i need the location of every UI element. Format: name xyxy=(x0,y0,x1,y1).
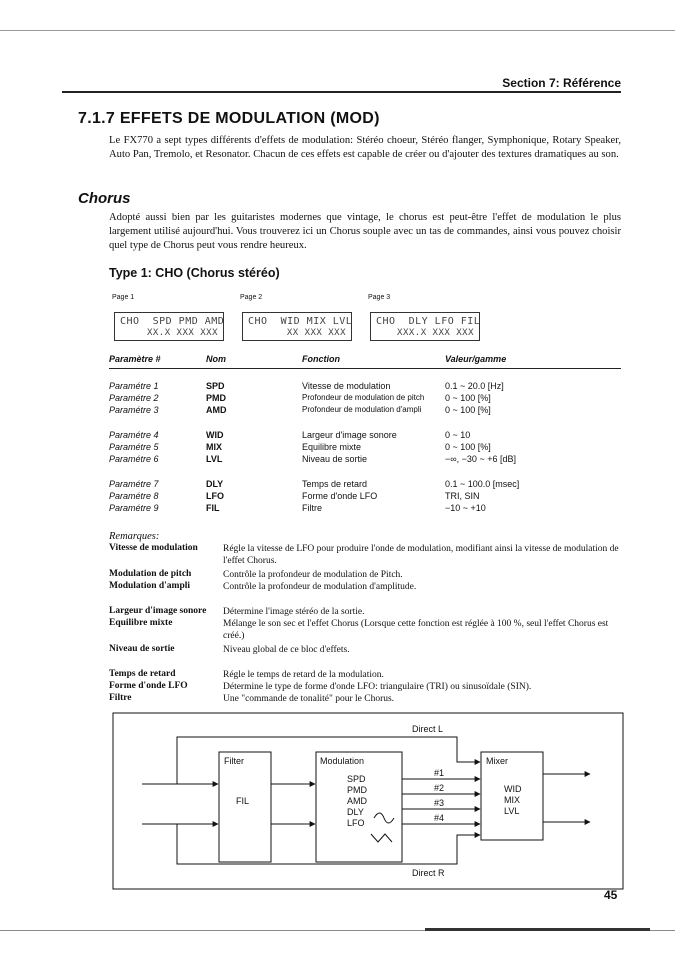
top-rule xyxy=(0,30,675,31)
param-function: Niveau de sortie xyxy=(302,454,368,464)
param-range: −10 ~ +10 xyxy=(445,503,486,513)
remark-description: Une "commande de tonalité" pour le Chorus. xyxy=(223,694,395,704)
mixer-param-lvl: LVL xyxy=(504,806,520,816)
param-range: −∞, −30 ~ +6 [dB] xyxy=(445,454,516,464)
remark-description: Contrôle la profondeur de modulation de Pitch. xyxy=(223,570,403,580)
param-name: LFO xyxy=(206,491,224,501)
remark-term: Vitesse de modulation xyxy=(109,543,198,553)
param-function: Forme d'onde LFO xyxy=(302,491,378,501)
table-header-range: Valeur/gamme xyxy=(445,354,507,364)
page-3-label: Page 3 xyxy=(368,294,391,301)
remark-description: Régle la vitesse de LFO pour produire l'onde de modulation, modifiant ainsi la vitesse de modulation de l'effet Chorus. xyxy=(223,544,619,566)
lcd-page-3 xyxy=(370,312,480,341)
table-row xyxy=(0,491,675,503)
filter-box xyxy=(219,752,271,862)
param-function: Equilibre mixte xyxy=(302,442,362,452)
table-header-rule xyxy=(109,368,621,369)
remark-term: Forme d'onde LFO xyxy=(109,681,188,691)
diagram-frame xyxy=(113,713,623,889)
table-header-name: Nom xyxy=(206,354,226,364)
remark-description: Mélange le son sec et l'effet Chorus (Lorsque cette fonction est réglée à 100 %, seul l'effet Chorus est créé.) xyxy=(223,619,609,641)
param-function: Largeur d'image sonore xyxy=(302,430,397,440)
tap-1-label: #1 xyxy=(434,768,445,778)
lcd-page-1-line2: XX.X XXX XXX xyxy=(146,328,218,338)
remark-term: Largeur d'image sonore xyxy=(109,606,207,616)
param-number: Paramétre 2 xyxy=(109,393,159,403)
remark-term: Temps de retard xyxy=(109,669,176,679)
remark-term: Niveau de sortie xyxy=(109,644,175,654)
tap-3-label: #3 xyxy=(434,798,445,808)
param-number: Paramétre 1 xyxy=(109,381,159,391)
section-heading: 7.1.7 EFFETS DE MODULATION (MOD) xyxy=(78,110,380,127)
table-row xyxy=(0,405,675,417)
param-function: Temps de retard xyxy=(302,479,368,489)
remark-description: Contrôle la profondeur de modulation d'amplitude. xyxy=(223,582,417,592)
remark-description: Détermine le type de forme d'onde LFO: triangulaire (TRI) ou sinusoïdale (SIN). xyxy=(223,682,532,692)
mod-param-amd: AMD xyxy=(347,796,367,806)
chorus-heading: Chorus xyxy=(78,190,131,207)
mod-param-spd: SPD xyxy=(347,774,366,784)
param-number: Paramétre 7 xyxy=(109,479,159,489)
table-row xyxy=(0,454,675,466)
remark-description: Détermine l'image stéréo de la sortie. xyxy=(223,607,365,617)
direct-r-line xyxy=(177,824,480,864)
param-name: LVL xyxy=(206,454,223,464)
param-range: TRI, SIN xyxy=(445,491,480,501)
mod-param-lfo: LFO xyxy=(347,818,365,828)
lcd-page-1-line1: CHO SPD PMD AMD xyxy=(120,316,225,327)
param-name: WID xyxy=(206,430,224,440)
param-range: 0 ~ 100 [%] xyxy=(445,405,491,415)
page-2-label: Page 2 xyxy=(240,294,263,301)
param-name: AMD xyxy=(206,405,227,415)
page-number: 45 xyxy=(604,888,618,902)
header-rule xyxy=(62,91,621,93)
param-function: Vitesse de modulation xyxy=(302,381,391,391)
param-function: Filtre xyxy=(302,503,322,513)
signal-flow-diagram xyxy=(112,712,624,894)
param-name: DLY xyxy=(206,479,224,489)
table-row xyxy=(0,430,675,442)
remark-term: Equilibre mixte xyxy=(109,618,173,628)
param-name: SPD xyxy=(206,381,225,391)
param-name: PMD xyxy=(206,393,226,403)
param-number: Paramétre 8 xyxy=(109,491,159,501)
mod-param-dly: DLY xyxy=(347,807,364,817)
mixer-param-wid: WID xyxy=(504,784,522,794)
direct-l-label: Direct L xyxy=(412,724,444,734)
tap-4-label: #4 xyxy=(434,813,445,823)
table-header-function: Fonction xyxy=(302,354,340,364)
lfo-sine-icon xyxy=(374,813,394,823)
table-row xyxy=(0,503,675,515)
chorus-paragraph: Adopté aussi bien par les guitaristes modernes que vintage, le chorus est peut-être l'effet de modulation le plus largement utilisé aujourd'hui. Vous trouverez ici un Chorus souple avec un tas de commandes, ainsi vous pouvez choisir quel type de Chorus peut vous rendre heureux. xyxy=(109,212,621,251)
param-name: MIX xyxy=(206,442,223,452)
param-range: 0 ~ 10 xyxy=(445,430,471,440)
lcd-page-3-line2: XXX.X XXX XXX xyxy=(397,328,474,338)
param-number: Paramétre 3 xyxy=(109,405,159,415)
param-function: Profondeur de modulation d'ampli xyxy=(302,405,422,414)
lcd-page-2 xyxy=(242,312,352,341)
remark-term: Filtre xyxy=(109,693,132,703)
table-row xyxy=(0,479,675,491)
lcd-page-2-line1: CHO WID MIX LVL xyxy=(248,316,353,327)
table-row xyxy=(0,381,675,393)
table-row xyxy=(0,393,675,405)
param-range: 0.1 ~ 20.0 [Hz] xyxy=(445,381,504,391)
type-heading: Type 1: CHO (Chorus stéréo) xyxy=(109,266,280,280)
direct-r-label: Direct R xyxy=(412,868,445,878)
remark-term: Modulation d'ampli xyxy=(109,581,191,591)
bottom-bar xyxy=(425,928,650,931)
remark-description: Régle le temps de retard de la modulation. xyxy=(223,670,384,680)
param-number: Paramétre 4 xyxy=(109,430,159,440)
lfo-triangle-icon xyxy=(371,834,392,842)
remarks-title: Remarques: xyxy=(109,531,160,542)
param-number: Paramétre 5 xyxy=(109,442,159,452)
param-number: Paramétre 6 xyxy=(109,454,159,464)
modulation-title: Modulation xyxy=(320,756,365,766)
param-number: Paramétre 9 xyxy=(109,503,159,513)
section-label: Section 7: Référence xyxy=(502,76,621,90)
mixer-title: Mixer xyxy=(486,756,508,766)
page-1-label: Page 1 xyxy=(112,294,135,301)
intro-paragraph: Le FX770 a sept types différents d'effets de modulation: Stéréo choeur, Stéréo flanger, Symphonique, Rotary Speaker, Auto Pan, Tremolo, et Resonator. Chacun de ces effets est capable de créer ou d'ajouter des textures dramatiques au son. xyxy=(109,135,621,160)
param-range: 0 ~ 100 [%] xyxy=(445,393,491,403)
remark-description: Niveau global de ce bloc d'effets. xyxy=(223,645,350,655)
lcd-page-2-line2: XX XXX XXX xyxy=(286,328,346,338)
param-function: Profondeur de modulation de pitch xyxy=(302,393,425,402)
tap-2-label: #2 xyxy=(434,783,445,793)
lcd-page-3-line1: CHO DLY LFO FIL xyxy=(376,316,481,327)
table-row xyxy=(0,442,675,454)
param-name: FIL xyxy=(206,503,220,513)
table-header-param: Paramètre # xyxy=(109,354,161,364)
remark-term: Modulation de pitch xyxy=(109,569,192,579)
filter-title: Filter xyxy=(224,756,244,766)
mixer-param-mix: MIX xyxy=(504,795,521,805)
mod-param-pmd: PMD xyxy=(347,785,367,795)
filter-label: FIL xyxy=(236,796,250,806)
param-range: 0.1 ~ 100.0 [msec] xyxy=(445,479,520,489)
lcd-page-1 xyxy=(114,312,224,341)
param-range: 0 ~ 100 [%] xyxy=(445,442,491,452)
